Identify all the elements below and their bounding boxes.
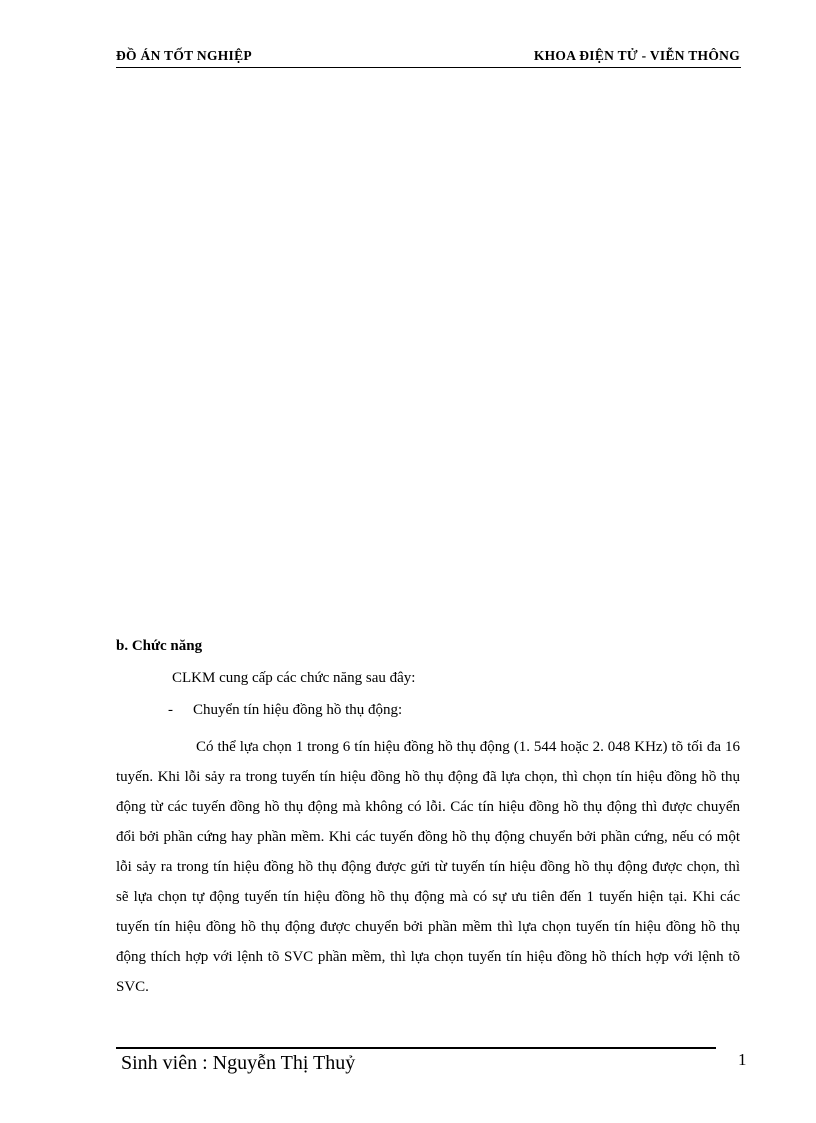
bullet-marker: - <box>168 702 173 718</box>
page-header <box>116 48 740 66</box>
section-title: b. Chức năng <box>116 638 203 654</box>
footer-divider <box>116 1047 716 1049</box>
header-thesis-title: ĐỒ ÁN TỐT NGHIỆP <box>116 48 252 63</box>
header-faculty: KHOA ĐIỆN TỬ - VIỄN THÔNG <box>533 48 740 63</box>
header-divider <box>116 67 741 68</box>
footer-student-name: Sinh viên : Nguyễn Thị Thuỷ <box>121 1052 356 1074</box>
page-number: 1 <box>738 1050 747 1069</box>
bullet-label: Chuyển tín hiệu đồng hồ thụ động: <box>193 702 403 718</box>
section-intro: CLKM cung cấp các chức năng sau đây: <box>172 670 416 686</box>
body-paragraph: Có thể lựa chọn 1 trong 6 tín hiệu đồng hồ thụ động (1. 544 hoặc 2. 048 KHz) tõ tối đa 16 tuyến. Khi lỗi sảy ra trong tuyến tín hiệu đồng hồ thụ động đã lựa chọn, thì chọn tín hiệu đồng hồ thụ động từ các tuyến đồng hồ thụ động mà không có lỗi. Các tín hiệu đồng hồ thụ động thì được chuyển đổi bởi phần cứng hay phần mềm. Khi các tuyến đồng hồ thụ động chuyển bởi phần cứng, nếu có một lỗi sảy ra trong tín hiệu đồng hồ thụ động được gửi từ tuyến tín hiệu đồng hồ thụ động được chọn, thì sẽ lựa chọn tự động tuyến tín hiệu đồng hồ thụ động mà có sự ưu tiên đến 1 tuyến hiện tại. Khi các tuyến tín hiệu đồng hồ thụ động được chuyển bởi phần mềm thì lựa chọn tuyến tín hiệu đồng hồ thụ động thích hợp với lệnh tõ SVC phần mềm, thì lựa chọn tuyến tín hiệu đồng hồ thích hợp với lệnh tõ SVC. <box>116 739 740 995</box>
